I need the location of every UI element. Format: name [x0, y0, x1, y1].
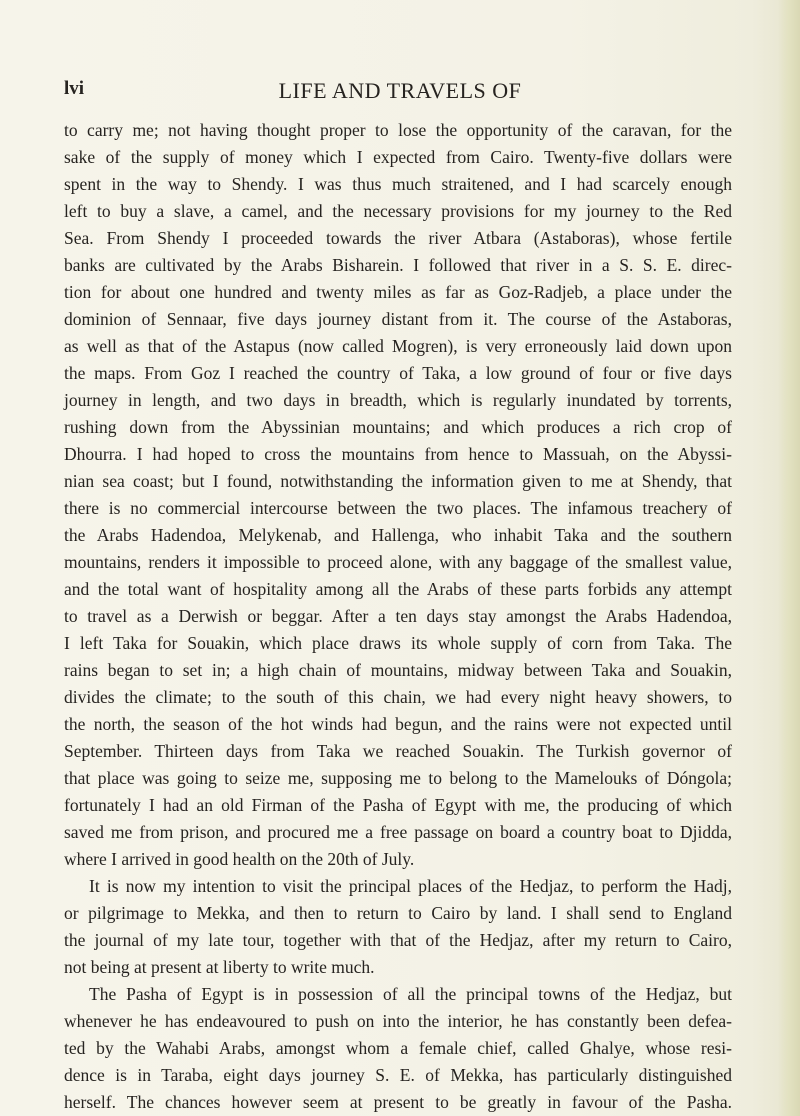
text-line: divides the climate; to the south of this chain, we had every night heavy showers, to [64, 687, 732, 707]
text-line: rushing down from the Abyssinian mountains; and which produces a rich crop of [64, 417, 732, 437]
page-header [64, 78, 736, 108]
text-line: tion for about one hundred and twenty miles as far as Goz-Radjeb, a place under the [64, 282, 732, 302]
text-line: mountains, renders it impossible to proceed alone, with any baggage of the smallest value, [64, 552, 732, 572]
text-line: left to buy a slave, a camel, and the necessary provisions for my journey to the Red [64, 201, 732, 221]
text-line: where I arrived in good health on the 20th of July. [64, 849, 415, 869]
text-line: the journal of my late tour, together with that of the Hedjaz, after my return to Cairo, [64, 930, 732, 950]
text-line: as well as that of the Astapus (now called Mogren), is very erroneously laid down upon [64, 336, 732, 356]
text-line: rains began to set in; a high chain of mountains, midway between Taka and Souakin, [64, 660, 732, 680]
text-line: banks are cultivated by the Arabs Bisharein. I followed that river in a S. S. E. direc- [64, 255, 732, 275]
running-title: LIFE AND TRAVELS OF [278, 78, 522, 103]
text-line: dence is in Taraba, eight days journey S. E. of Mekka, has particularly distinguished [64, 1065, 732, 1085]
text-line: not being at present at liberty to write much. [64, 957, 375, 977]
text-line: journey in length, and two days in breadth, which is regularly inundated by torrents, [64, 390, 732, 410]
text-line: Sea. From Shendy I proceeded towards the river Atbara (Astaboras), whose fertile [64, 228, 732, 248]
page-number: lvi [64, 78, 85, 99]
text-line: to travel as a Derwish or beggar. After a ten days stay amongst the Arabs Hadendoa, [64, 606, 732, 626]
text-line: dominion of Sennaar, five days journey distant from it. The course of the Astaboras, [64, 309, 732, 329]
text-line: whenever he has endeavoured to push on into the interior, he has constantly been defea- [64, 1011, 732, 1031]
text-line: Dhourra. I had hoped to cross the mountains from hence to Massuah, on the Abyssi- [64, 444, 732, 464]
text-line: September. Thirteen days from Taka we reached Souakin. The Turkish governor of [64, 741, 732, 761]
text-line: or pilgrimage to Mekka, and then to return to Cairo by land. I shall send to England [64, 903, 732, 923]
text-line: to carry me; not having thought proper to lose the opportunity of the caravan, for the [64, 120, 732, 140]
text-line: sake of the supply of money which I expected from Cairo. Twenty-five dollars were [64, 147, 732, 167]
text-line: fortunately I had an old Firman of the Pasha of Egypt with me, the producing of which [64, 795, 732, 815]
text-line: and the total want of hospitality among all the Arabs of these parts forbids any attempt [64, 579, 732, 599]
text-line: that place was going to seize me, supposing me to belong to the Mamelouks of Dóngola; [64, 768, 732, 788]
body-text [64, 117, 732, 1116]
text-line: I left Taka for Souakin, which place draws its whole supply of corn from Taka. The [64, 633, 732, 653]
text-line: saved me from prison, and procured me a free passage on board a country boat to Djidda, [64, 822, 732, 842]
page-edge [778, 0, 800, 1116]
text-line: spent in the way to Shendy. I was thus much straitened, and I had scarcely enough [64, 174, 732, 194]
text-line: the north, the season of the hot winds had begun, and the rains were not expected until [64, 714, 732, 734]
text-line: It is now my intention to visit the principal places of the Hedjaz, to perform the Hadj, [89, 876, 732, 896]
text-line: ted by the Wahabi Arabs, amongst whom a female chief, called Ghalye, whose resi- [64, 1038, 732, 1058]
text-line: The Pasha of Egypt is in possession of all the principal towns of the Hedjaz, but [89, 984, 732, 1004]
text-line: the Arabs Hadendoa, Melykenab, and Hallenga, who inhabit Taka and the southern [64, 525, 732, 545]
text-line: there is no commercial intercourse between the two places. The infamous treachery of [64, 498, 732, 518]
text-line: the maps. From Goz I reached the country of Taka, a low ground of four or five days [64, 363, 732, 383]
text-line: herself. The chances however seem at present to be greatly in favour of the Pasha. [64, 1092, 732, 1112]
text-line: nian sea coast; but I found, notwithstanding the information given to me at Shendy, that [64, 471, 732, 491]
